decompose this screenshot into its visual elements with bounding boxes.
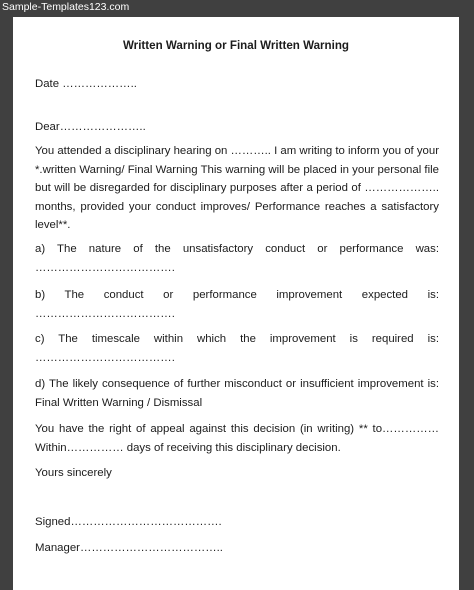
item-c-answer-blank: ………………………………. bbox=[35, 351, 175, 364]
item-c bbox=[35, 330, 439, 367]
item-a-answer-blank: ………………………………. bbox=[35, 261, 175, 274]
manager-line: Manager……………………………….. bbox=[35, 542, 223, 554]
item-a bbox=[35, 240, 439, 277]
item-b bbox=[35, 286, 439, 323]
item-a-question: a) The nature of the unsatisfactory conduct or performance was: bbox=[35, 243, 439, 255]
intro-line: level**. bbox=[35, 219, 71, 232]
appeal-line: You have the right of appeal against this decision (in writing) ** to…………… bbox=[35, 423, 439, 435]
site-watermark: Sample-Templates123.com bbox=[2, 1, 130, 13]
date-line: Date ……………….. bbox=[35, 78, 137, 90]
letter-title: Written Warning or Final Written Warning bbox=[122, 39, 350, 52]
appeal-paragraph bbox=[35, 420, 439, 457]
appeal-line: Within…………… days of receiving this disciplinary decision. bbox=[35, 441, 341, 454]
item-c-question: c) The timescale within which the improvement is required is: bbox=[35, 333, 439, 345]
intro-paragraph bbox=[35, 142, 439, 235]
closing-line: Yours sincerely bbox=[35, 467, 112, 479]
letter-page bbox=[13, 17, 459, 590]
item-b-answer-blank: ………………………………. bbox=[35, 307, 175, 320]
item-d-consequence: Final Written Warning / Dismissal bbox=[35, 396, 203, 409]
signed-line: Signed…………………………………. bbox=[35, 516, 222, 528]
item-b-question: b) The conduct or performance improvement expected is: bbox=[35, 289, 439, 301]
intro-line: *.written Warning/ Final Warning This warning will be placed in your personal file bbox=[35, 163, 439, 176]
item-d-question: d) The likely consequence of further misconduct or insufficient improvement is: bbox=[35, 378, 439, 390]
intro-line: months, provided your conduct improves/ Performance reaches a satisfactory bbox=[35, 200, 439, 213]
salutation-line: Dear………………….. bbox=[35, 121, 146, 133]
intro-line: You attended a disciplinary hearing on ……….. I am writing to inform you of your bbox=[35, 145, 439, 157]
item-d bbox=[35, 375, 439, 412]
intro-line: but will be disregarded for disciplinary purposes after a period of ……………….. bbox=[35, 182, 439, 195]
